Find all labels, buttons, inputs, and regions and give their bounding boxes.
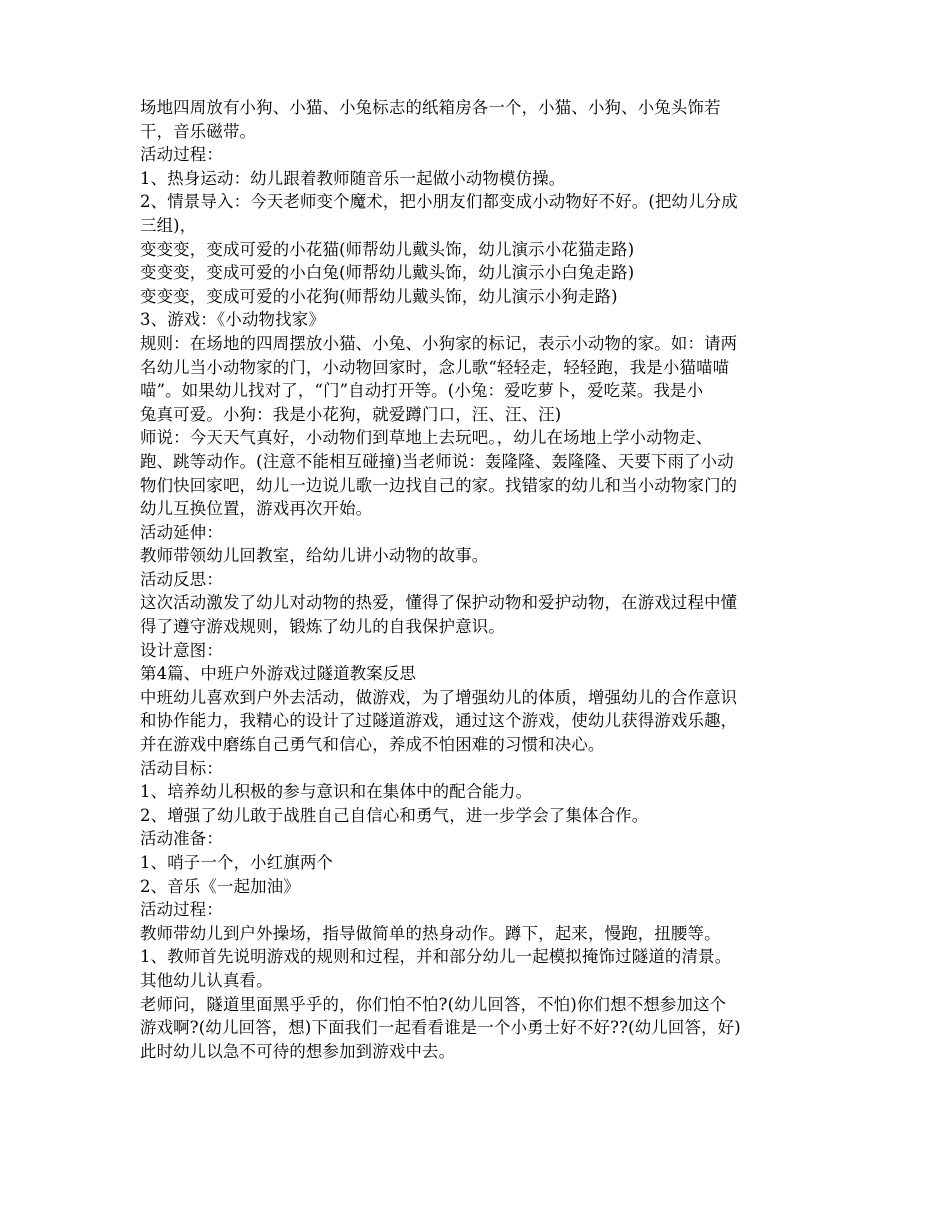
text-line: 师说：今天天气真好，小动物们到草地上去玩吧。，幼儿在场地上学小动物走、 (140, 428, 713, 448)
text-line: 中班幼儿喜欢到户外去活动，做游戏，为了增强幼儿的体质，增强幼儿的合作意识 (140, 687, 738, 707)
text-line: 幼儿互换位置，游戏再次开始。 (140, 499, 373, 519)
text-line: 和协作能力，我精心的设计了过隧道游戏，通过这个游戏，使幼儿获得游戏乐趣， (140, 711, 738, 731)
text-line: 活动过程： (140, 900, 223, 920)
text-line: 规则：在场地的四周摆放小猫、小兔、小狗家的标记，表示小动物的家。如：请两 (140, 333, 738, 353)
text-line: 变变变，变成可爱的小花狗(师帮幼儿戴头饰，幼儿演示小狗走路) (140, 286, 618, 306)
text-line: 2、情景导入：今天老师变个魔术，把小朋友们都变成小动物好不好。(把幼儿分成 (140, 192, 738, 212)
text-line: 活动准备： (140, 829, 223, 849)
text-line: 变变变，变成可爱的小花猫(师帮幼儿戴头饰，幼儿演示小花猫走路) (140, 239, 635, 259)
text-line: 游戏啊?(幼儿回答，想)下面我们一起看看谁是一个小勇士好不好??(幼儿回答，好) (140, 1018, 741, 1038)
text-line: 1、热身运动：幼儿跟着教师随音乐一起做小动物模仿操。 (140, 168, 566, 188)
text-line: 活动目标： (140, 758, 223, 778)
text-line: 活动延伸： (140, 522, 223, 542)
text-line: 得了遵守游戏规则，锻炼了幼儿的自我保护意识。 (140, 617, 505, 637)
text-line: 干，音乐磁带。 (140, 121, 257, 141)
text-line: 名幼儿当小动物家的门，小动物回家时，念儿歌“轻轻走，轻轻跑，我是小猫喵喵 (140, 357, 730, 377)
text-line: 活动反思： (140, 569, 223, 589)
text-line: 三组)， (140, 215, 197, 235)
text-line: 设计意图： (140, 640, 223, 660)
text-line: 1、哨子一个，小红旗两个 (140, 853, 334, 872)
text-line: 变变变，变成可爱的小白兔(师帮幼儿戴头饰，幼儿演示小白兔走路) (140, 263, 635, 283)
text-line: 活动过程： (140, 145, 223, 165)
text-line: 场地四周放有小狗、小猫、小兔标志的纸箱房各一个，小猫、小狗、小兔头饰若 (140, 98, 721, 117)
text-line: 第4篇、中班户外游戏过隧道教案反思 (140, 664, 417, 684)
document-body (140, 96, 820, 1063)
text-line: 2、音乐《一起加油》 (140, 876, 300, 896)
text-line: 3、游戏：《小动物找家》 (140, 310, 325, 330)
text-line: 这次活动激发了幼儿对动物的热爱，懂得了保护动物和爱护动物，在游戏过程中懂 (140, 593, 738, 613)
text-line: 教师带幼儿到户外操场，指导做简单的热身动作。蹲下，起来，慢跑，扭腰等。 (140, 923, 721, 943)
text-line: 1、教师首先说明游戏的规则和过程，并和部分幼儿一起模拟掩饰过隧道的清景。 (140, 947, 732, 967)
text-line: 并在游戏中磨练自己勇气和信心，养成不怕困难的习惯和决心。 (140, 735, 605, 755)
text-line: 2、增强了幼儿敢于战胜自己自信心和勇气，进一步学会了集体合作。 (140, 805, 649, 825)
text-line: 物们快回家吧，幼儿一边说儿歌一边找自己的家。找错家的幼儿和当小动物家门的 (140, 475, 738, 495)
text-line: 老师问，隧道里面黑乎乎的，你们怕不怕?(幼儿回答，不怕)你们想不想参加这个 (140, 994, 727, 1014)
text-line: 喵”。如果幼儿找对了，“门”自动打开等。(小兔：爱吃萝卜，爱吃菜。我是小 (140, 381, 704, 401)
text-line: 兔真可爱。小狗：我是小花狗，就爱蹲门口，汪、汪、汪) (140, 404, 562, 424)
text-line: 此时幼儿以急不可待的想参加到游戏中去。 (140, 1041, 456, 1061)
text-line: 1、培养幼儿积极的参与意识和在集体中的配合能力。 (140, 782, 533, 802)
text-line: 跑、跳等动作。(注意不能相互碰撞)当老师说：轰隆隆、轰隆隆、天要下雨了小动 (140, 451, 734, 471)
text-line: 其他幼儿认真看。 (140, 970, 273, 990)
text-line: 教师带领幼儿回教室，给幼儿讲小动物的故事。 (140, 546, 489, 566)
